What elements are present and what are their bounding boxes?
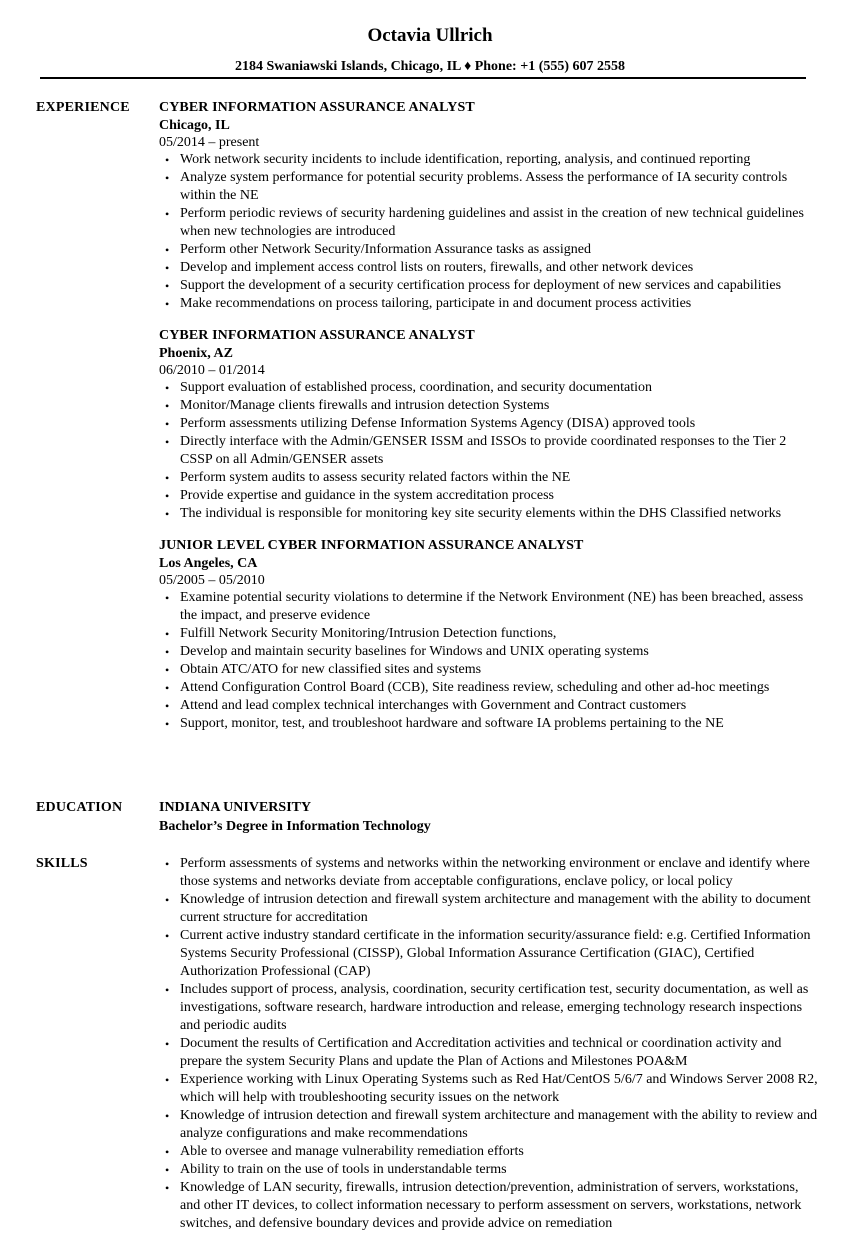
job-dates: 05/2005 – 05/2010 xyxy=(159,573,265,588)
bullet-icon: • xyxy=(165,471,170,485)
bullet-icon: • xyxy=(165,645,170,659)
skill-item: • Experience working with Linux Operating Systems such as Red Hat/CentOS 5/6/7 and Windows Server 2008 R2, which will help with troubleshooting security issues on the network xyxy=(165,1072,818,1105)
bullet-item: • Provide expertise and guidance in the system accreditation process xyxy=(165,488,554,503)
bullet-icon: • xyxy=(165,717,170,731)
section-label-experience: EXPERIENCE xyxy=(36,100,130,115)
job-bullets xyxy=(159,151,819,313)
bullet-item: • Support evaluation of established process, coordination, and security documentation xyxy=(165,380,652,395)
bullet-item: • Support the development of a security certification process for deployment of new services and capabilities xyxy=(165,278,782,293)
job-bullets xyxy=(159,379,819,523)
bullet-item: • Perform other Network Security/Information Assurance tasks as assigned xyxy=(165,242,591,257)
job-title: CYBER INFORMATION ASSURANCE ANALYST xyxy=(159,100,475,115)
bullet-icon: • xyxy=(165,591,170,605)
bullet-icon: • xyxy=(165,1181,170,1195)
job-entry xyxy=(159,537,819,733)
job-entry xyxy=(159,327,819,523)
bullet-icon: • xyxy=(165,381,170,395)
bullet-icon: • xyxy=(165,929,170,943)
skill-item: • Knowledge of LAN security, firewalls, intrusion detection/prevention, administration of servers, workstations, and other IT devices, to collect information necessary to perform assessment on servers, workstations, network switches, and defensive boundary devices and provide advice on remediation xyxy=(165,1180,802,1231)
bullet-item: • Attend and lead complex technical interchanges with Government and Contract customers xyxy=(165,698,687,713)
bullet-icon: • xyxy=(165,857,170,871)
skill-item: • Current active industry standard certificate in the information security/assurance field: e.g. Certified Information Systems Security Professional (CISSP), Global Information Assurance Certification (GIAC), Certified Authorization Professional (CAP) xyxy=(165,928,811,979)
bullet-icon: • xyxy=(165,663,170,677)
header-divider xyxy=(40,77,806,79)
skills-bullets xyxy=(159,855,819,1233)
job-location: Chicago, IL xyxy=(159,118,230,133)
skill-item: • Knowledge of intrusion detection and firewall system architecture and management with the ability to document current structure for accreditation xyxy=(165,892,811,925)
bullet-item: • Analyze system performance for potential security problems. Assess the performance of IA security controls within the NE xyxy=(165,170,788,203)
job-entry xyxy=(159,99,819,313)
bullet-item: • Fulfill Network Security Monitoring/Intrusion Detection functions, xyxy=(165,626,557,641)
bullet-icon: • xyxy=(165,153,170,167)
bullet-icon: • xyxy=(165,1109,170,1123)
school-name: INDIANA UNIVERSITY xyxy=(159,800,312,815)
bullet-icon: • xyxy=(165,435,170,449)
bullet-icon: • xyxy=(165,261,170,275)
bullet-icon: • xyxy=(165,1037,170,1051)
bullet-icon: • xyxy=(165,399,170,413)
job-title: JUNIOR LEVEL CYBER INFORMATION ASSURANCE ANALYST xyxy=(159,538,584,553)
skill-item: • Knowledge of intrusion detection and firewall system architecture and management with the ability to review and analyze configurations and make recommendations xyxy=(165,1108,818,1141)
skills-list xyxy=(159,855,819,1233)
bullet-icon: • xyxy=(165,1145,170,1159)
bullet-item: • Obtain ATC/ATO for new classified sites and systems xyxy=(165,662,482,677)
bullet-icon: • xyxy=(165,207,170,221)
bullet-item: • Work network security incidents to include identification, reporting, analysis, and continued reporting xyxy=(165,152,751,167)
job-dates: 06/2010 – 01/2014 xyxy=(159,363,265,378)
bullet-item: • Examine potential security violations to determine if the Network Environment (NE) has been breached, assess the impact, and preserve evidence xyxy=(165,590,804,623)
skill-item: • Perform assessments of systems and networks within the networking environment or enclave and identify where those systems and networks deviate from acceptable configurations, enclave policy, or local policy xyxy=(165,856,810,889)
bullet-icon: • xyxy=(165,893,170,907)
skill-item: • Ability to train on the use of tools in understandable terms xyxy=(165,1162,507,1177)
job-bullets xyxy=(159,589,819,733)
bullet-icon: • xyxy=(165,507,170,521)
skill-item: • Includes support of process, analysis, coordination, security certification test, security documentation, as well as investigations, software research, hardware introduction and release, emerging technology research inspections and periodic audits xyxy=(165,982,809,1033)
bullet-item: • Perform system audits to assess security related factors within the NE xyxy=(165,470,571,485)
experience-list xyxy=(159,99,819,747)
job-location: Phoenix, AZ xyxy=(159,346,233,361)
section-label-skills: SKILLS xyxy=(36,856,88,871)
bullet-icon: • xyxy=(165,1073,170,1087)
bullet-item: • Perform periodic reviews of security hardening guidelines and assist in the creation of new technical guidelines when new technologies are introduced xyxy=(165,206,804,239)
candidate-name: Octavia Ullrich xyxy=(367,25,493,46)
bullet-icon: • xyxy=(165,171,170,185)
bullet-item: • Make recommendations on process tailoring, participate in and document process activities xyxy=(165,296,692,311)
bullet-icon: • xyxy=(165,279,170,293)
bullet-item: • Directly interface with the Admin/GENSER ISSM and ISSOs to provide coordinated responses to the Tier 2 CSSP on all Admin/GENSER assets xyxy=(165,434,787,467)
bullet-item: • Support, monitor, test, and troubleshoot hardware and software IA problems pertaining to the NE xyxy=(165,716,724,731)
bullet-item: • Develop and maintain security baselines for Windows and UNIX operating systems xyxy=(165,644,649,659)
skill-item: • Document the results of Certification and Accreditation activities and technical or coordination activity and prepare the system Security Plans and update the Plan of Actions and Milestones POA&M xyxy=(165,1036,782,1069)
section-label-education: EDUCATION xyxy=(36,800,123,815)
bullet-icon: • xyxy=(165,297,170,311)
bullet-item: • Develop and implement access control lists on routers, firewalls, and other network devices xyxy=(165,260,694,275)
bullet-icon: • xyxy=(165,489,170,503)
bullet-item: • Monitor/Manage clients firewalls and intrusion detection Systems xyxy=(165,398,550,413)
bullet-item: • The individual is responsible for monitoring key site security elements within the DHS Classified networks xyxy=(165,506,782,521)
bullet-item: • Perform assessments utilizing Defense Information Systems Agency (DISA) approved tools xyxy=(165,416,696,431)
job-location: Los Angeles, CA xyxy=(159,556,258,571)
job-dates: 05/2014 – present xyxy=(159,135,260,150)
bullet-icon: • xyxy=(165,627,170,641)
bullet-icon: • xyxy=(165,417,170,431)
bullet-icon: • xyxy=(165,983,170,997)
bullet-icon: • xyxy=(165,243,170,257)
education-entry xyxy=(159,799,819,837)
bullet-icon: • xyxy=(165,681,170,695)
bullet-icon: • xyxy=(165,699,170,713)
job-title: CYBER INFORMATION ASSURANCE ANALYST xyxy=(159,328,475,343)
degree-name: Bachelor’s Degree in Information Technology xyxy=(159,819,431,834)
bullet-icon: • xyxy=(165,1163,170,1177)
bullet-item: • Attend Configuration Control Board (CCB), Site readiness review, scheduling and other ad-hoc meetings xyxy=(165,680,770,695)
contact-line: 2184 Swaniawski Islands, Chicago, IL ♦ Phone: +1 (555) 607 2558 xyxy=(234,59,626,74)
skill-item: • Able to oversee and manage vulnerability remediation efforts xyxy=(165,1144,524,1159)
